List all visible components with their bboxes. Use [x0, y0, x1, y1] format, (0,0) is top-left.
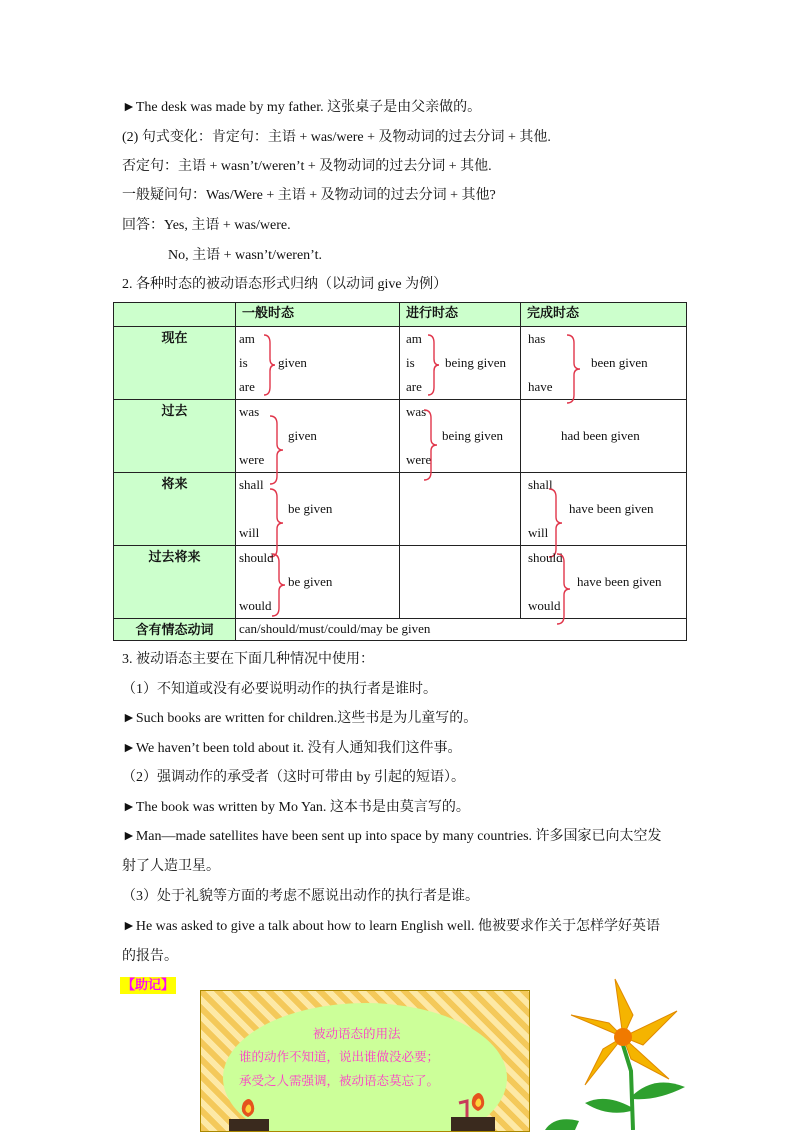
example-told: ►We haven’t been told about it. 没有人通知我们这件事。 — [122, 741, 462, 756]
memo-line-2: 承受之人需强调，被动语态莫忘了。 — [239, 1073, 440, 1088]
negative-pattern: 否定句：主语 + wasn’t/weren’t + 及物动词的过去分词 + 其他. — [122, 159, 492, 174]
aux-shall: shall — [239, 477, 264, 492]
flower-icon — [545, 975, 695, 1130]
aux-will: will — [528, 525, 549, 540]
col-progressive: 进行时态 — [406, 306, 459, 321]
example-moyan: ►The book was written by Mo Yan. 这本书是由莫言写的。 — [122, 800, 470, 815]
aux-should: should — [239, 550, 274, 565]
section-3-heading: 3. 被动语态主要在下面几种情况中使用： — [122, 652, 374, 667]
aux-is: is — [239, 355, 248, 370]
present-simple — [236, 327, 399, 399]
future-progressive-empty — [400, 473, 520, 545]
col-simple: 一般时态 — [242, 306, 295, 321]
aux-would: would — [239, 598, 272, 613]
case-2: （2）强调动作的承受者（这时可带由 by 引起的短语）。 — [122, 770, 465, 785]
row-past: 过去 — [114, 400, 236, 473]
candle-icon — [221, 1095, 281, 1132]
verb-form: be given — [288, 574, 333, 589]
memo-line-1: 谁的动作不知道，说出谁做没必要； — [239, 1049, 440, 1064]
memo-box — [200, 990, 530, 1132]
verb-form: be given — [288, 501, 333, 516]
brace-icon — [270, 552, 286, 618]
future-perfect — [521, 473, 686, 545]
present-progressive — [400, 327, 520, 399]
past-simple — [236, 400, 399, 472]
aux-has: has — [528, 331, 546, 346]
aux-are: are — [239, 379, 255, 394]
aux-am: am — [406, 331, 422, 346]
example-satellites: ►Man—made satellites have been sent up into space by many countries. 许多国家已向太空发 — [122, 829, 662, 844]
corner-cell — [114, 303, 236, 327]
case-3: （3）处于礼貌等方面的考虑不愿说出动作的执行者是谁。 — [122, 889, 479, 904]
aux-will: will — [239, 525, 260, 540]
present-perfect — [521, 327, 686, 399]
question-pattern: 一般疑问句：Was/Were + 主语 + 及物动词的过去分词 + 其他? — [122, 188, 496, 203]
aux-was: was — [239, 404, 260, 419]
verb-form: have been given — [569, 501, 654, 516]
tense-table — [113, 302, 687, 641]
modal-value: can/should/must/could/may be given — [239, 621, 431, 636]
brace-icon — [565, 333, 581, 405]
future-simple — [236, 473, 399, 545]
example-talk-cont: 的报告。 — [122, 949, 178, 964]
past-progressive — [400, 400, 520, 472]
brace-icon — [555, 552, 571, 626]
aux-would: would — [528, 598, 561, 613]
verb-form: given — [288, 428, 317, 443]
example-books: ►Such books are written for children.这些书是为儿童写的。 — [122, 711, 478, 726]
verb-form: being given — [445, 355, 507, 370]
past-perfect — [521, 400, 686, 472]
aux-have: have — [528, 379, 553, 394]
row-present: 现在 — [114, 327, 236, 400]
future-past-perfect — [521, 546, 686, 618]
section-2-heading: 2. 各种时态的被动语态形式归纳（以动词 give 为例） — [122, 277, 448, 292]
memo-title: 被动语态的用法 — [313, 1026, 401, 1041]
candle-icon — [441, 1089, 501, 1132]
aux-were: were — [406, 452, 432, 467]
example-satellites-cont: 射了人造卫星。 — [122, 859, 220, 874]
brace-icon — [426, 333, 440, 397]
verb-form: been given — [591, 355, 648, 370]
example-talk: ►He was asked to give a talk about how to learn English well. 他被要求作关于怎样学好英语 — [122, 919, 660, 934]
aux-were: were — [239, 452, 265, 467]
aux-are: are — [406, 379, 422, 394]
aux-should: should — [528, 550, 563, 565]
row-future: 将来 — [114, 473, 236, 546]
memo-tag: 【助记】 — [122, 978, 175, 993]
verb-form: being given — [442, 428, 504, 443]
future-past-simple — [236, 546, 399, 618]
brace-icon — [262, 333, 276, 397]
aux-was: was — [406, 404, 427, 419]
aux-shall: shall — [528, 477, 553, 492]
example-desk: ►The desk was made by my father. 这张桌子是由父亲做的。 — [122, 100, 482, 115]
brace-icon — [422, 408, 438, 482]
answer-yes: 回答：Yes, 主语 + was/were. — [122, 218, 291, 233]
answer-no: No, 主语 + wasn’t/weren’t. — [168, 248, 322, 263]
aux-am: am — [239, 331, 255, 346]
future-past-progressive-empty — [400, 546, 520, 618]
row-modal: 含有情态动词 — [114, 619, 236, 641]
case-1: （1）不知道或没有必要说明动作的执行者是谁时。 — [122, 682, 437, 697]
row-future-past: 过去将来 — [114, 546, 236, 619]
affirmative-pattern: (2) 句式变化：肯定句：主语 + was/were + 及物动词的过去分词 + 其他. — [122, 130, 551, 145]
verb-form: had been given — [561, 428, 640, 443]
verb-form: have been given — [577, 574, 662, 589]
aux-is: is — [406, 355, 415, 370]
verb-form: given — [278, 355, 307, 370]
col-perfect: 完成时态 — [527, 306, 580, 321]
